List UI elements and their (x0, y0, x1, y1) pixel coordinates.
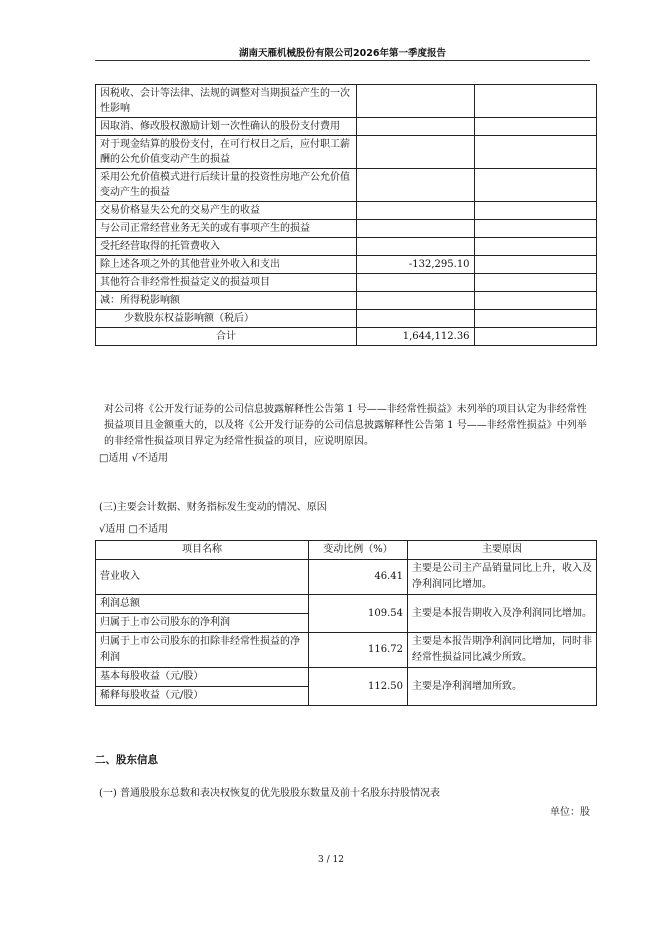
applicability-check-2: √适用 □不适用 (99, 524, 168, 535)
item-label: 合计 (96, 328, 357, 346)
table-row (96, 169, 597, 202)
item-label: 其他符合非经常性损益定义的损益项目 (96, 274, 357, 292)
change-ratio: 112.50 (309, 668, 408, 706)
shareholders-subsection-title: (一) 普通股股东总数和表决权恢复的优先股股东数量及前十名股东持股情况表 (99, 788, 440, 799)
item-amount (356, 169, 474, 202)
item-note (474, 238, 596, 256)
item-label: 与公司正常经营业务无关的或有事项产生的损益 (96, 220, 357, 238)
note-paragraph: 对公司将《公开发行证券的公司信息披露解释性公告第 1 号——非经常性损益》未列举的项目认定为非经常性损益项目且金额重大的，以及将《公开发行证券的公司信息披露解释性公告第 1 号——非经常性损益》中列举的非经常性损益项目界定为经常性损益的项目，应说明原因。 (104, 404, 587, 447)
report-header: 湖南天雁机械股份有限公司2026年第一季度报告 (239, 48, 446, 59)
item-amount (356, 85, 474, 118)
item-amount: -132,295.10 (356, 256, 474, 274)
reason: 主要是净利润增加所致。 (408, 668, 597, 706)
table-row (96, 668, 597, 687)
item-label: 采用公允价值模式进行后续计量的投资性房地产公允价值变动产生的损益 (96, 169, 357, 202)
col-header-item: 项目名称 (96, 541, 309, 560)
item-note (474, 118, 596, 136)
header-divider (95, 60, 590, 61)
section-2-title: 二、股东信息 (95, 754, 158, 766)
item-amount: 1,644,112.36 (356, 328, 474, 346)
item-note (474, 256, 596, 274)
item-note (474, 220, 596, 238)
page-number: 3 / 12 (318, 855, 344, 865)
item-label: 因取消、修改股权激励计划一次性确认的股份支付费用 (96, 118, 357, 136)
item-name: 归属于上市公司股东的净利润 (96, 614, 309, 633)
table-row (96, 136, 597, 169)
item-note (474, 169, 596, 202)
table-row (96, 85, 597, 118)
change-ratio: 116.72 (309, 633, 408, 668)
reason: 主要是公司主产品销量同比上升，收入及净利润同比增加。 (408, 560, 597, 595)
change-reasons-table (95, 540, 597, 706)
table-row (96, 633, 597, 668)
reason: 主要是本报告期收入及净利润同比增加。 (408, 595, 597, 633)
reason: 主要是本报告期净利润同比增加，同时非经常性损益同比减少所致。 (408, 633, 597, 668)
change-ratio: 46.41 (309, 560, 408, 595)
table-row (96, 274, 597, 292)
item-name: 利润总额 (96, 595, 309, 614)
item-amount (356, 238, 474, 256)
unit-label: 单位：股 (550, 807, 590, 818)
item-amount (356, 220, 474, 238)
item-label: 交易价格显失公允的交易产生的收益 (96, 202, 357, 220)
col-header-reason: 主要原因 (408, 541, 597, 560)
item-name: 营业收入 (96, 560, 309, 595)
table-row (96, 595, 597, 614)
item-amount (356, 310, 474, 328)
item-note (474, 202, 596, 220)
table-row (96, 310, 597, 328)
item-note (474, 292, 596, 310)
table-row (96, 238, 597, 256)
item-label: 因税收、会计等法律、法规的调整对当期损益产生的一次性影响 (96, 85, 357, 118)
table-row (96, 328, 597, 346)
item-amount (356, 274, 474, 292)
item-note (474, 328, 596, 346)
item-amount (356, 118, 474, 136)
table-row (96, 292, 597, 310)
col-header-ratio: 变动比例（%） (309, 541, 408, 560)
table-row (96, 202, 597, 220)
subsection-3-title: (三)主要会计数据、财务指标发生变动的情况、原因 (99, 502, 327, 513)
item-label: 对于现金结算的股份支付，在可行权日之后，应付职工薪酬的公允价值变动产生的损益 (96, 136, 357, 169)
table-row (96, 560, 597, 595)
item-label: 除上述各项之外的其他营业外收入和支出 (96, 256, 357, 274)
item-note (474, 85, 596, 118)
item-note (474, 136, 596, 169)
item-name: 稀释每股收益（元/股） (96, 687, 309, 706)
item-label: 受托经营取得的托管费收入 (96, 238, 357, 256)
item-amount (356, 202, 474, 220)
item-amount (356, 136, 474, 169)
change-ratio: 109.54 (309, 595, 408, 633)
item-label: 少数股东权益影响额（税后） (96, 310, 357, 328)
table-row (96, 118, 597, 136)
applicability-check-1: □适用 √不适用 (99, 453, 168, 464)
non-recurring-items-table (95, 84, 597, 346)
item-name: 基本每股收益（元/股） (96, 668, 309, 687)
table-row (96, 256, 597, 274)
item-amount (356, 292, 474, 310)
item-name: 归属于上市公司股东的扣除非经常性损益的净利润 (96, 633, 309, 668)
table-row (96, 220, 597, 238)
item-note (474, 310, 596, 328)
item-label: 减：所得税影响额 (96, 292, 357, 310)
item-note (474, 274, 596, 292)
